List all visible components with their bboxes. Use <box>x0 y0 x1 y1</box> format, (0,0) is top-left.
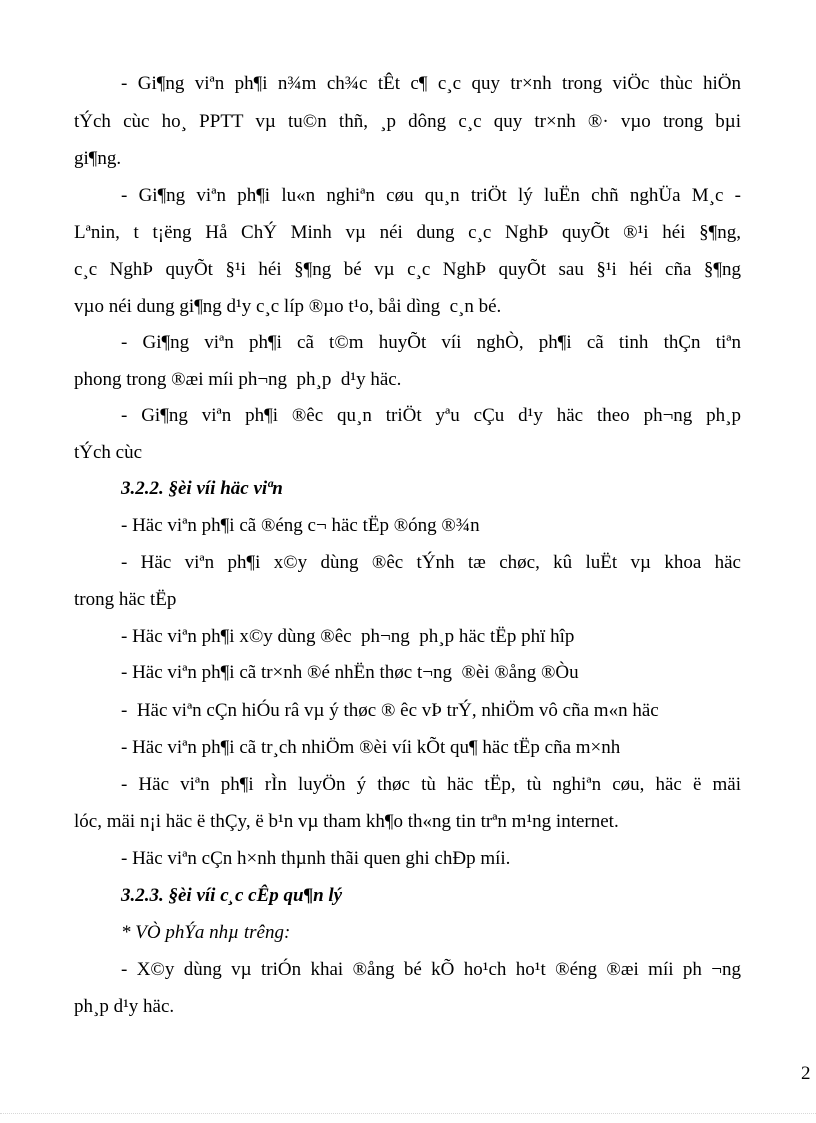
text-line: - Häc viªn ph¶i cã tr×nh ®é nhËn thøc t¬ng ®èi ®ång ®Òu <box>121 662 579 683</box>
text-line: - Häc viªn ph¶i cã ®éng c¬ häc tËp ®óng ®¾n <box>121 515 480 536</box>
text-line: - Gi¶ng viªn ph¶i ®êc qu¸n triÖt yªu cÇu d¹y häc theo ph¬ng ph¸p <box>121 405 741 426</box>
page-number: 2 <box>801 1063 811 1084</box>
text-line: gi¶ng. <box>74 148 122 169</box>
text-line: - X©y dùng vµ triÓn khai ®ång bé kÕ ho¹ch ho¹t ®éng ®æi míi ph ¬ng <box>121 959 741 980</box>
footer-divider <box>0 1113 816 1114</box>
text-line: - Gi¶ng viªn ph¶i cã t©m huyÕt víi nghÒ, ph¶i cã tinh thÇn tiªn <box>121 332 741 353</box>
text-line: Lªnin, t t¡ëng Hå ChÝ Minh vµ néi dung c¸c NghÞ quyÕt ®¹i héi §¶ng, <box>74 222 741 243</box>
section-heading: 3.2.3. §èi víi c¸c cÊp qu¶n lý <box>121 885 343 906</box>
text-line: tÝch cùc <box>74 442 143 463</box>
text-line: - Häc viªn cÇn hiÓu râ vµ ý thøc ® êc vÞ trÝ, nhiÖm vô cña m«n häc <box>121 700 659 721</box>
text-line: - Gi¶ng viªn ph¶i n¾m ch¾c tÊt c¶ c¸c quy tr×nh trong viÖc thùc hiÖn <box>121 73 741 94</box>
section-heading: 3.2.2. §èi víi häc viªn <box>121 478 283 499</box>
text-line: - Häc viªn ph¶i x©y dùng ®êc ph¬ng ph¸p häc tËp phï hîp <box>121 626 575 647</box>
text-line: c¸c NghÞ quyÕt §¹i héi §¶ng bé vµ c¸c NghÞ quyÕt sau §¹i héi cña §¶ng <box>74 259 741 280</box>
text-line: - Häc viªn ph¶i x©y dùng ®êc tÝnh tæ chøc, kû luËt vµ khoa häc <box>121 552 741 573</box>
text-line: tÝch cùc ho¸ PPTT vµ tu©n thñ, ¸p dông c¸c quy tr×nh ®· vµo trong bµi <box>74 111 741 132</box>
text-line: trong häc tËp <box>74 589 177 610</box>
text-line: lóc, mäi n¡i häc ë thÇy, ë b¹n vµ tham kh¶o th«ng tin trªn m¹ng internet. <box>74 811 619 832</box>
text-line: phong trong ®æi míi ph¬ng ph¸p d¹y häc. <box>74 369 402 390</box>
text-line: - Häc viªn ph¶i rÌn luyÖn ý thøc tù häc tËp, tù nghiªn cøu, häc ë mäi <box>121 774 741 795</box>
text-line: vµo néi dung gi¶ng d¹y c¸c líp ®µo t¹o, båi dìng c¸n bé. <box>74 296 502 317</box>
subsection-label: * VÒ phÝa nhµ trêng: <box>121 922 291 943</box>
text-line: ph¸p d¹y häc. <box>74 996 175 1017</box>
text-line: - Häc viªn cÇn h×nh thµnh thãi quen ghi chÐp míi. <box>121 848 511 869</box>
text-line: - Gi¶ng viªn ph¶i lu«n nghiªn cøu qu¸n triÖt lý luËn chñ nghÜa M¸c - <box>121 185 741 206</box>
text-line: - Häc viªn ph¶i cã tr¸ch nhiÖm ®èi víi kÕt qu¶ häc tËp cña m×nh <box>121 737 621 758</box>
